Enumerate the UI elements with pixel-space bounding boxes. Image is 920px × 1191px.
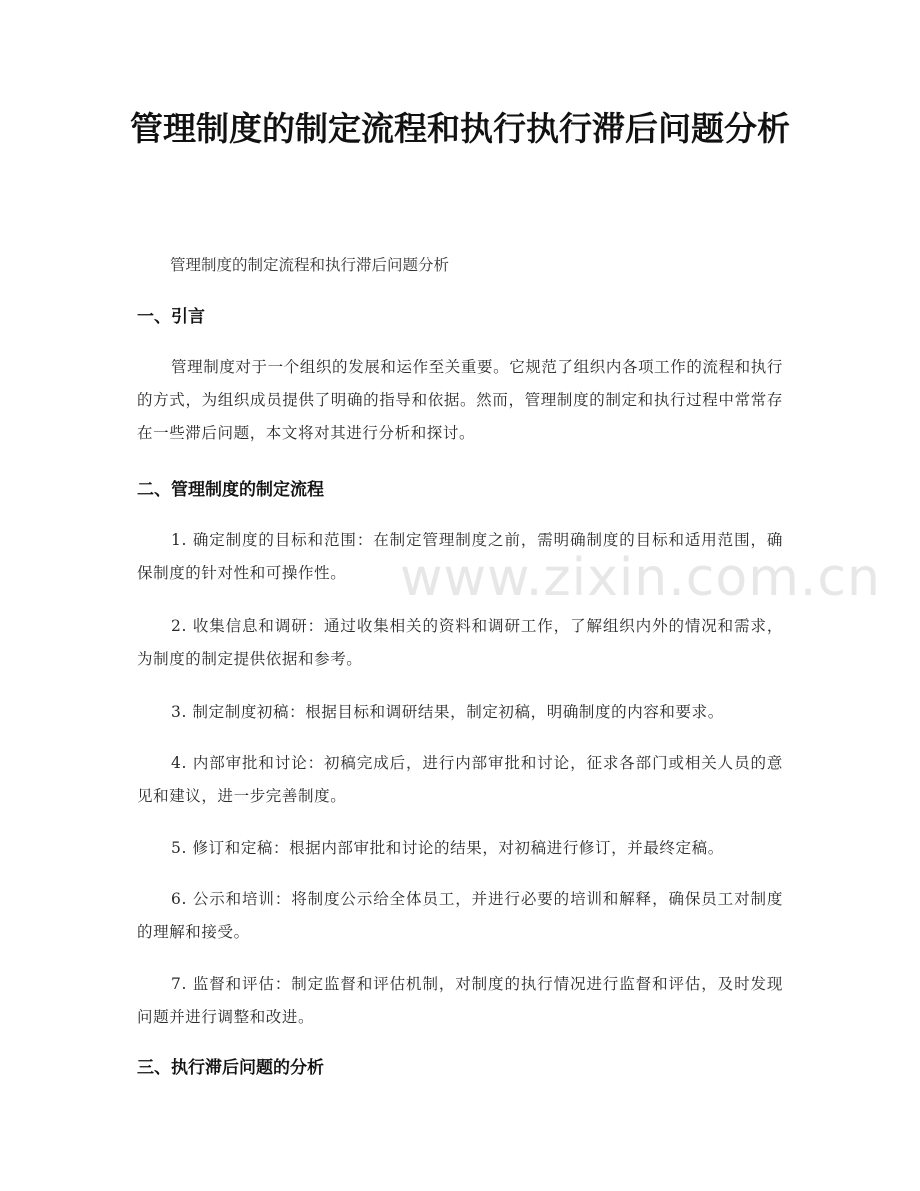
section-heading-introduction: 一、引言 [137,307,205,327]
paragraph-step-3: 3. 制定制度初稿：根据目标和调研结果，制定初稿，明确制度的内容和要求。 [171,703,724,721]
page-title: 管理制度的制定流程和执行执行滞后问题分析 [130,109,790,148]
paragraph-step-5: 5. 修订和定稿：根据内部审批和讨论的结果，对初稿进行修订，并最终定稿。 [171,839,724,857]
section-heading-process: 二、管理制度的制定流程 [137,480,324,500]
section-heading-lag-analysis: 三、执行滞后问题的分析 [137,1058,324,1078]
paragraph-step-4: 4. 内部审批和讨论：初稿完成后，进行内部审批和讨论，征求各部门或相关人员的意见和建议，进一步完善制度。 [137,754,783,805]
paragraph-introduction: 管理制度对于一个组织的发展和运作至关重要。它规范了组织内各项工作的流程和执行的方式，为组织成员提供了明确的指导和依据。然而，管理制度的制定和执行过程中常常存在一些滞后问题，本文将对其进行分析和探讨。 [137,358,783,442]
paragraph-step-2: 2. 收集信息和调研：通过收集相关的资料和调研工作，了解组织内外的情况和需求，为制度的制定提供依据和参考。 [137,617,783,668]
paragraph-step-6: 6. 公示和培训：将制度公示给全体员工，并进行必要的培训和解释，确保员工对制度的理解和接受。 [137,890,783,941]
paragraph-step-7: 7. 监督和评估：制定监督和评估机制，对制度的执行情况进行监督和评估，及时发现问题并进行调整和改进。 [137,975,783,1026]
paragraph-step-1: 1. 确定制度的目标和范围：在制定管理制度之前，需明确制度的目标和适用范围，确保制度的针对性和可操作性。 [137,531,783,582]
document-subtitle: 管理制度的制定流程和执行滞后问题分析 [170,256,450,274]
watermark: www.zixin.com.cn [400,548,881,608]
